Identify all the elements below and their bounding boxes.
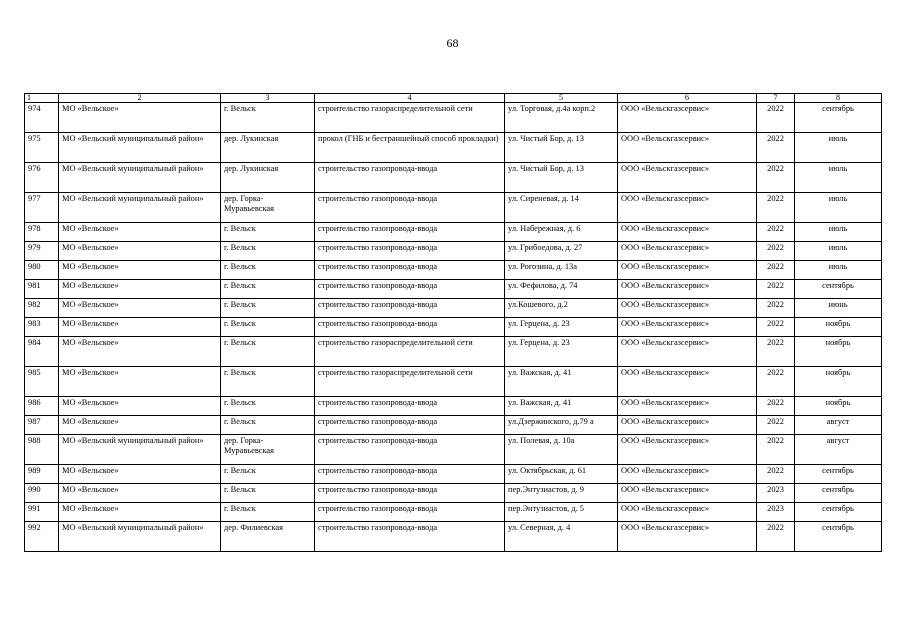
cell-number: 981 — [25, 280, 59, 299]
cell-number: 988 — [25, 435, 59, 465]
table-row — [25, 163, 882, 193]
page-number: 68 — [446, 36, 459, 50]
table-row — [25, 522, 882, 552]
cell-address: ул. Северная, д. 4 — [505, 522, 618, 552]
cell-municipality: МО «Вельское» — [59, 416, 221, 435]
cell-address: ул. Рогозина, д. 13а — [505, 261, 618, 280]
cell-work-type: строительство газопровода-ввода — [315, 163, 505, 193]
cell-work-type: строительство газопровода-ввода — [315, 280, 505, 299]
cell-month: сентябрь — [795, 465, 882, 484]
cell-year: 2022 — [757, 163, 795, 193]
cell-month: июнь — [795, 299, 882, 318]
column-number-8: 8 — [795, 94, 882, 103]
cell-month: август — [795, 435, 882, 465]
cell-municipality: МО «Вельское» — [59, 223, 221, 242]
table-row — [25, 133, 882, 163]
column-number-1: 1 — [25, 94, 59, 103]
table-row — [25, 435, 882, 465]
table-row — [25, 337, 882, 367]
cell-organization: ООО «Вельскгазсервис» — [618, 299, 757, 318]
cell-organization: ООО «Вельскгазсервис» — [618, 503, 757, 522]
cell-year: 2022 — [757, 280, 795, 299]
cell-municipality: МО «Вельский муниципальный район» — [59, 163, 221, 193]
cell-settlement: г. Вельск — [221, 503, 315, 522]
cell-number: 977 — [25, 193, 59, 223]
table-body — [25, 103, 882, 552]
cell-address: ул. Важская, д. 41 — [505, 397, 618, 416]
cell-month: июль — [795, 242, 882, 261]
cell-work-type: строительство газопровода-ввода — [315, 484, 505, 503]
cell-year: 2022 — [757, 223, 795, 242]
cell-year: 2023 — [757, 503, 795, 522]
cell-work-type: строительство газопровода-ввода — [315, 397, 505, 416]
cell-month: ноябрь — [795, 337, 882, 367]
cell-year: 2022 — [757, 193, 795, 223]
cell-municipality: МО «Вельское» — [59, 337, 221, 367]
cell-organization: ООО «Вельскгазсервис» — [618, 367, 757, 397]
cell-month: сентябрь — [795, 103, 882, 133]
cell-municipality: МО «Вельское» — [59, 299, 221, 318]
cell-municipality: МО «Вельское» — [59, 242, 221, 261]
cell-year: 2022 — [757, 522, 795, 552]
cell-municipality: МО «Вельское» — [59, 103, 221, 133]
cell-settlement: г. Вельск — [221, 261, 315, 280]
cell-organization: ООО «Вельскгазсервис» — [618, 522, 757, 552]
column-number-2: 2 — [59, 94, 221, 103]
cell-settlement: дер. Горка-Муравьевская — [221, 193, 315, 223]
cell-address: ул.Кошевого, д.2 — [505, 299, 618, 318]
cell-work-type: строительство газопровода-ввода — [315, 223, 505, 242]
cell-month: сентябрь — [795, 503, 882, 522]
cell-month: июль — [795, 163, 882, 193]
cell-municipality: МО «Вельское» — [59, 397, 221, 416]
cell-municipality: МО «Вельский муниципальный район» — [59, 193, 221, 223]
cell-number: 984 — [25, 337, 59, 367]
cell-settlement: г. Вельск — [221, 242, 315, 261]
table-row — [25, 484, 882, 503]
cell-settlement: дер. Горка-Муравьевская — [221, 435, 315, 465]
cell-organization: ООО «Вельскгазсервис» — [618, 484, 757, 503]
cell-organization: ООО «Вельскгазсервис» — [618, 337, 757, 367]
gas-works-table — [24, 93, 882, 552]
cell-year: 2022 — [757, 337, 795, 367]
cell-organization: ООО «Вельскгазсервис» — [618, 280, 757, 299]
cell-year: 2022 — [757, 367, 795, 397]
cell-address: ул. Сиреневая, д. 14 — [505, 193, 618, 223]
cell-work-type: строительство газопровода-ввода — [315, 435, 505, 465]
cell-number: 983 — [25, 318, 59, 337]
column-number-7: 7 — [757, 94, 795, 103]
cell-organization: ООО «Вельскгазсервис» — [618, 261, 757, 280]
cell-month: июль — [795, 261, 882, 280]
cell-address: ул. Грибоедова, д. 27 — [505, 242, 618, 261]
cell-municipality: МО «Вельское» — [59, 261, 221, 280]
cell-month: июль — [795, 223, 882, 242]
cell-month: ноябрь — [795, 318, 882, 337]
cell-month: июль — [795, 193, 882, 223]
cell-municipality: МО «Вельское» — [59, 318, 221, 337]
cell-municipality: МО «Вельское» — [59, 280, 221, 299]
cell-settlement: г. Вельск — [221, 280, 315, 299]
cell-municipality: МО «Вельское» — [59, 367, 221, 397]
table-row — [25, 416, 882, 435]
cell-organization: ООО «Вельскгазсервис» — [618, 318, 757, 337]
cell-number: 989 — [25, 465, 59, 484]
cell-work-type: прокол (ГНБ и бестраншейный способ прокладки) — [315, 133, 505, 163]
column-number-5: 5 — [505, 94, 618, 103]
cell-organization: ООО «Вельскгазсервис» — [618, 416, 757, 435]
cell-work-type: строительство газопровода-ввода — [315, 465, 505, 484]
cell-organization: ООО «Вельскгазсервис» — [618, 397, 757, 416]
table-row — [25, 223, 882, 242]
cell-address: ул. Фефилова, д. 74 — [505, 280, 618, 299]
cell-settlement: г. Вельск — [221, 299, 315, 318]
cell-address: ул. Октябрьская, д. 61 — [505, 465, 618, 484]
cell-number: 991 — [25, 503, 59, 522]
column-number-3: 3 — [221, 94, 315, 103]
cell-year: 2022 — [757, 299, 795, 318]
table-row — [25, 242, 882, 261]
cell-year: 2022 — [757, 242, 795, 261]
cell-settlement: г. Вельск — [221, 484, 315, 503]
cell-number: 976 — [25, 163, 59, 193]
cell-month: сентябрь — [795, 522, 882, 552]
cell-address: ул. Торговая, д.4а корп.2 — [505, 103, 618, 133]
table-row — [25, 261, 882, 280]
cell-work-type: строительство газопровода-ввода — [315, 318, 505, 337]
cell-month: август — [795, 416, 882, 435]
cell-settlement: г. Вельск — [221, 367, 315, 397]
cell-year: 2022 — [757, 103, 795, 133]
cell-number: 979 — [25, 242, 59, 261]
cell-number: 990 — [25, 484, 59, 503]
cell-address: ул. Герцена, д. 23 — [505, 337, 618, 367]
cell-address: ул.Дзержинского, д.79 а — [505, 416, 618, 435]
cell-settlement: г. Вельск — [221, 337, 315, 367]
cell-address: пер.Энтузиастов, д. 9 — [505, 484, 618, 503]
cell-month: сентябрь — [795, 280, 882, 299]
cell-year: 2022 — [757, 318, 795, 337]
cell-month: ноябрь — [795, 367, 882, 397]
table-row — [25, 299, 882, 318]
cell-organization: ООО «Вельскгазсервис» — [618, 133, 757, 163]
cell-organization: ООО «Вельскгазсервис» — [618, 193, 757, 223]
cell-municipality: МО «Вельский муниципальный район» — [59, 522, 221, 552]
table-header — [25, 94, 882, 103]
cell-organization: ООО «Вельскгазсервис» — [618, 103, 757, 133]
cell-work-type: строительство газопровода-ввода — [315, 193, 505, 223]
cell-work-type: строительство газораспределительной сети — [315, 367, 505, 397]
table-row — [25, 465, 882, 484]
cell-number: 975 — [25, 133, 59, 163]
cell-number: 982 — [25, 299, 59, 318]
table-row — [25, 280, 882, 299]
cell-settlement: г. Вельск — [221, 416, 315, 435]
cell-year: 2022 — [757, 435, 795, 465]
column-number-6: 6 — [618, 94, 757, 103]
cell-address: ул. Набережная, д. 6 — [505, 223, 618, 242]
cell-municipality: МО «Вельское» — [59, 484, 221, 503]
cell-organization: ООО «Вельскгазсервис» — [618, 465, 757, 484]
cell-address: ул. Герцена, д. 23 — [505, 318, 618, 337]
cell-settlement: дер. Лукинская — [221, 163, 315, 193]
column-number-4: 4 — [315, 94, 505, 103]
cell-number: 987 — [25, 416, 59, 435]
cell-settlement: г. Вельск — [221, 318, 315, 337]
cell-number: 978 — [25, 223, 59, 242]
cell-municipality: МО «Вельский муниципальный район» — [59, 133, 221, 163]
cell-organization: ООО «Вельскгазсервис» — [618, 163, 757, 193]
cell-work-type: строительство газопровода-ввода — [315, 242, 505, 261]
cell-year: 2022 — [757, 416, 795, 435]
cell-month: июль — [795, 133, 882, 163]
cell-number: 985 — [25, 367, 59, 397]
cell-month: сентябрь — [795, 484, 882, 503]
cell-municipality: МО «Вельское» — [59, 503, 221, 522]
cell-settlement: г. Вельск — [221, 465, 315, 484]
cell-month: ноябрь — [795, 397, 882, 416]
table-row — [25, 503, 882, 522]
cell-settlement: дер. Лукинская — [221, 133, 315, 163]
cell-year: 2023 — [757, 484, 795, 503]
cell-work-type: строительство газопровода-ввода — [315, 503, 505, 522]
cell-year: 2022 — [757, 397, 795, 416]
cell-work-type: строительство газораспределительной сети — [315, 103, 505, 133]
cell-year: 2022 — [757, 261, 795, 280]
cell-municipality: МО «Вельское» — [59, 465, 221, 484]
table-row — [25, 318, 882, 337]
cell-address: ул. Чистый Бор, д. 13 — [505, 163, 618, 193]
cell-settlement: г. Вельск — [221, 397, 315, 416]
cell-settlement: дер. Филиевская — [221, 522, 315, 552]
cell-year: 2022 — [757, 133, 795, 163]
table-row — [25, 103, 882, 133]
cell-organization: ООО «Вельскгазсервис» — [618, 435, 757, 465]
cell-year: 2022 — [757, 465, 795, 484]
cell-address: ул. Чистый Бор, д. 13 — [505, 133, 618, 163]
cell-work-type: строительство газопровода-ввода — [315, 299, 505, 318]
cell-number: 980 — [25, 261, 59, 280]
cell-settlement: г. Вельск — [221, 223, 315, 242]
cell-number: 992 — [25, 522, 59, 552]
table-row — [25, 397, 882, 416]
cell-number: 986 — [25, 397, 59, 416]
cell-address: пер.Энтузиастов, д. 5 — [505, 503, 618, 522]
cell-work-type: строительство газопровода-ввода — [315, 261, 505, 280]
header-row — [25, 94, 882, 103]
cell-address: ул. Полевая, д. 10а — [505, 435, 618, 465]
cell-organization: ООО «Вельскгазсервис» — [618, 223, 757, 242]
cell-settlement: г. Вельск — [221, 103, 315, 133]
cell-work-type: строительство газопровода-ввода — [315, 416, 505, 435]
table-row — [25, 193, 882, 223]
cell-work-type: строительство газораспределительной сети — [315, 337, 505, 367]
cell-municipality: МО «Вельский муниципальный район» — [59, 435, 221, 465]
cell-address: ул. Важская, д. 41 — [505, 367, 618, 397]
cell-work-type: строительство газопровода-ввода — [315, 522, 505, 552]
cell-number: 974 — [25, 103, 59, 133]
table-row — [25, 367, 882, 397]
cell-organization: ООО «Вельскгазсервис» — [618, 242, 757, 261]
